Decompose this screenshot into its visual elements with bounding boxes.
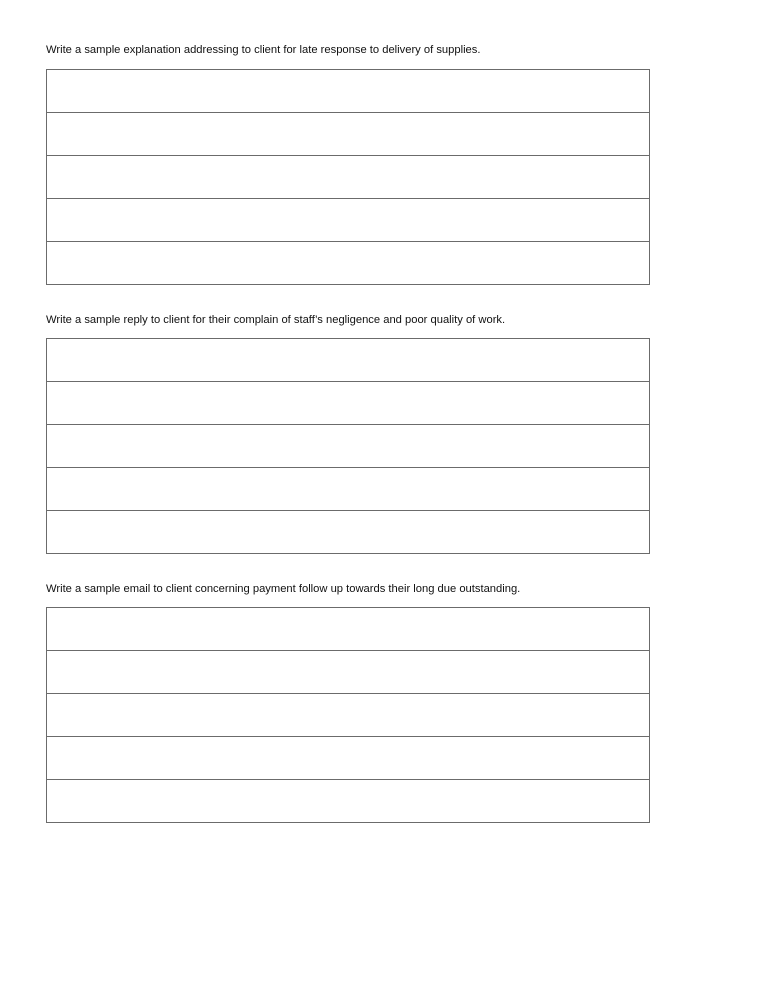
answer-line[interactable] [47, 650, 649, 693]
answer-box [46, 607, 650, 823]
answer-line[interactable] [47, 155, 649, 198]
question-prompt: Write a sample reply to client for their complain of staff’s negligence and poor quality of work. [46, 314, 506, 326]
question-section-1 [46, 43, 650, 57]
answer-line[interactable] [47, 736, 649, 779]
answer-line[interactable] [47, 198, 649, 241]
answer-line[interactable] [47, 467, 649, 510]
answer-line[interactable] [47, 381, 649, 424]
question-prompt: Write a sample email to client concerning payment follow up towards their long due outstanding. [46, 583, 521, 595]
answer-line[interactable] [47, 779, 649, 822]
answer-line[interactable] [47, 339, 649, 381]
question-section-3 [46, 582, 650, 596]
question-prompt: Write a sample explanation addressing to client for late response to delivery of supplies. [46, 44, 481, 56]
question-section-2 [46, 313, 650, 327]
answer-line[interactable] [47, 424, 649, 467]
answer-line[interactable] [47, 70, 649, 112]
answer-box [46, 69, 650, 285]
answer-line[interactable] [47, 510, 649, 553]
answer-line[interactable] [47, 693, 649, 736]
answer-box [46, 338, 650, 554]
answer-line[interactable] [47, 241, 649, 284]
answer-line[interactable] [47, 608, 649, 650]
answer-line[interactable] [47, 112, 649, 155]
